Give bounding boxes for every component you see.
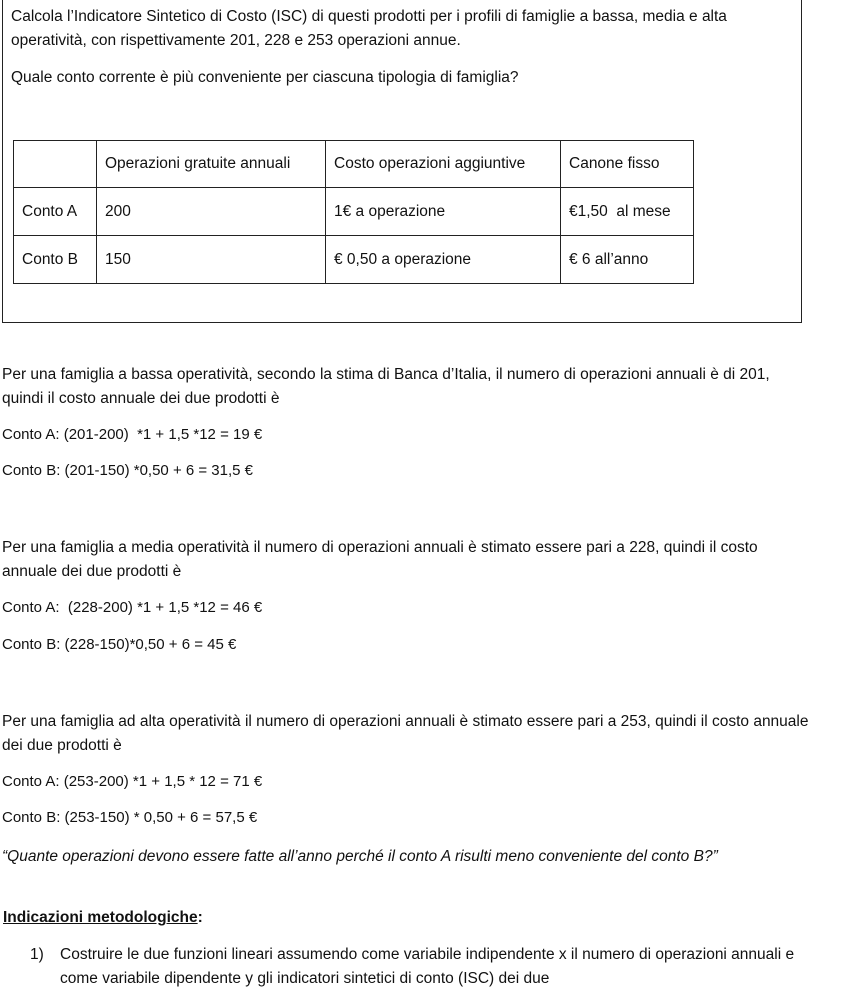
exercise-intro: Calcola l’Indicatore Sintetico di Costo (ISC) di questi prodotti per i profili di famiglie a bassa, media e alta operatività, con rispettivamente 201, 228 e 253 operazioni annue.	[11, 8, 727, 49]
methodology-heading-text: Indicazioni metodologiche	[3, 909, 198, 926]
table-cell: Conto A	[14, 188, 97, 236]
table-cell: €1,50 al mese	[561, 188, 694, 236]
medium-calc-conto-b: Conto B: (228-150)*0,50 + 6 = 45 €	[2, 636, 237, 653]
list-item-number: 1)	[30, 946, 44, 963]
table-row	[14, 188, 694, 236]
medium-operativity-text: Per una famiglia a media operatività il numero di operazioni annuali è stimato essere pari a 228, quindi il costo annuale dei due prodotti è	[2, 539, 758, 580]
table-header-cell: Canone fisso	[561, 141, 694, 188]
low-calc-conto-a: Conto A: (201-200) *1 + 1,5 *12 = 19 €	[2, 426, 263, 443]
methodology-heading	[3, 906, 203, 930]
table-cell: 1€ a operazione	[326, 188, 561, 236]
table-row	[14, 236, 694, 284]
medium-calc-conto-a: Conto A: (228-200) *1 + 1,5 *12 = 46 €	[2, 599, 263, 616]
high-calc-conto-b: Conto B: (253-150) * 0,50 + 6 = 57,5 €	[2, 809, 258, 826]
list-item	[30, 943, 800, 991]
exercise-question: Quale conto corrente è più conveniente per ciascuna tipologia di famiglia?	[11, 69, 519, 86]
table-header-row	[14, 141, 694, 188]
exercise-box	[2, 0, 802, 323]
table-header-cell	[14, 141, 97, 188]
table-cell: € 6 all’anno	[561, 236, 694, 284]
table-header-cell: Operazioni gratuite annuali	[97, 141, 326, 188]
final-question: “Quante operazioni devono essere fatte all’anno perché il conto A risulti meno conveniente del conto B?”	[2, 848, 718, 865]
list-item-text: Costruire le due funzioni lineari assumendo come variabile indipendente x il numero di operazioni annuali e come variabile dipendente y gli indicatori sintetici di conto (ISC) dei due	[60, 946, 795, 987]
methodology-list	[30, 943, 800, 991]
table-header-cell: Costo operazioni aggiuntive	[326, 141, 561, 188]
low-calc-conto-b: Conto B: (201-150) *0,50 + 6 = 31,5 €	[2, 462, 254, 479]
low-operativity-text: Per una famiglia a bassa operatività, secondo la stima di Banca d’Italia, il numero di operazioni annuali è di 201, quindi il costo annuale dei due prodotti è	[2, 366, 770, 407]
methodology-heading-colon: :	[197, 909, 203, 926]
high-calc-conto-a: Conto A: (253-200) *1 + 1,5 * 12 = 71 €	[2, 773, 263, 790]
accounts-table	[13, 140, 694, 284]
table-cell: 150	[97, 236, 326, 284]
high-operativity-text: Per una famiglia ad alta operatività il numero di operazioni annuali è stimato essere pari a 253, quindi il costo annuale dei due prodotti è	[2, 713, 809, 754]
table-cell: 200	[97, 188, 326, 236]
table-cell: Conto B	[14, 236, 97, 284]
table-cell: € 0,50 a operazione	[326, 236, 561, 284]
